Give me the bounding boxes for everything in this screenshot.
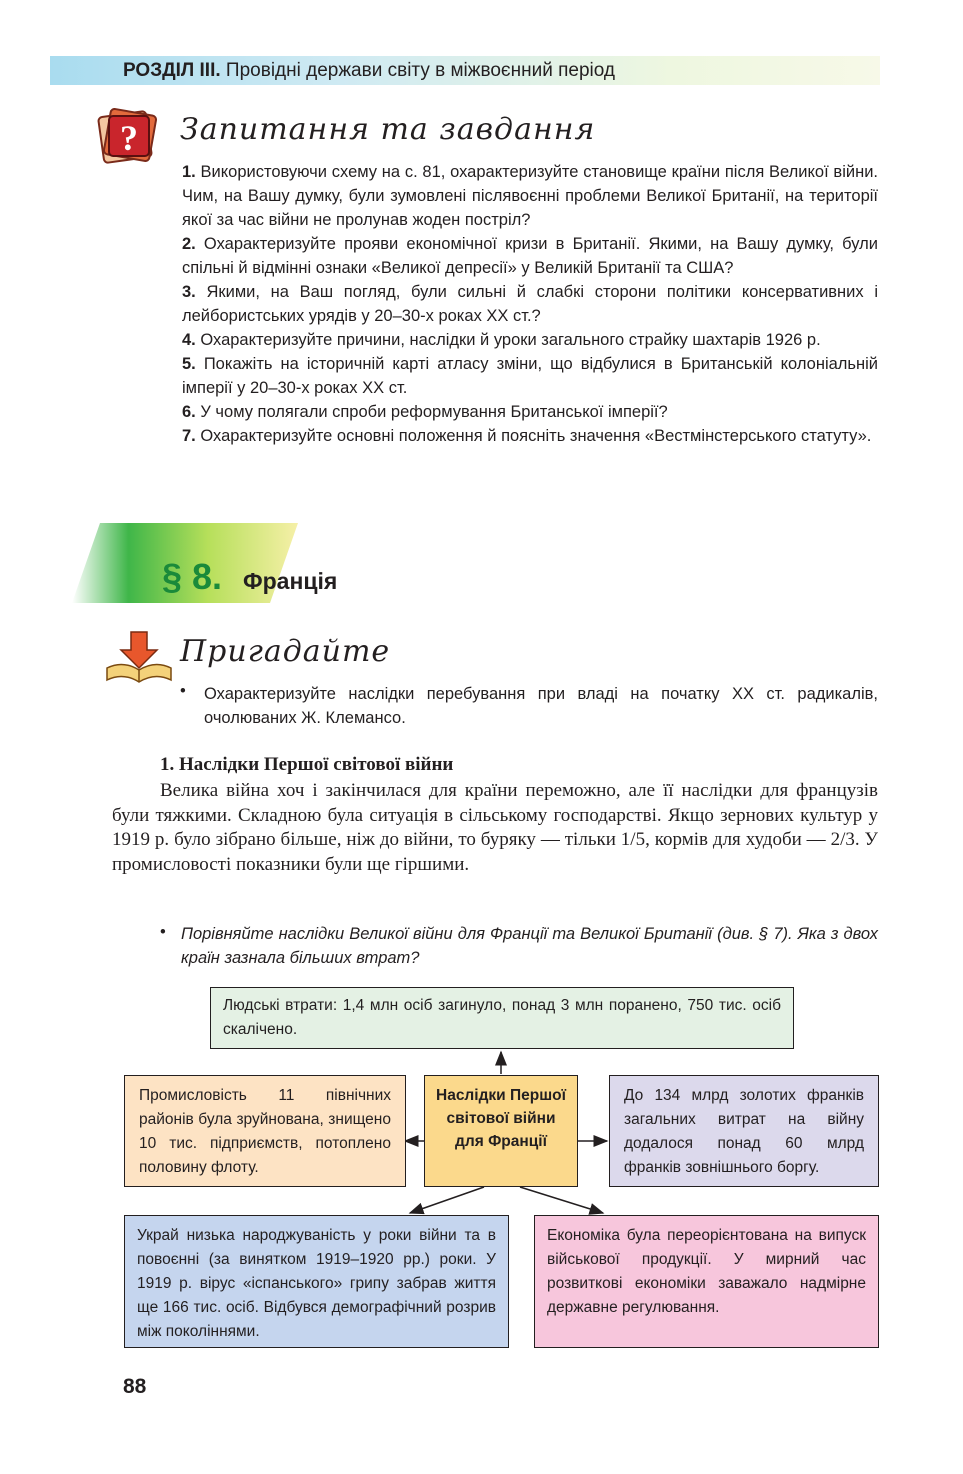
diagram-box-demography: Украй низька народжуваність у роки війни та в повоєнні (за винятком 1919–1920 рр.) роки. У 1919 р. вірус «іспанського» грипу забрав життя ще 166 тис. осіб. Відбувся демографічний розрив між поколіннями. (124, 1215, 509, 1348)
subsection-paragraph: Велика війна хоч і закінчилася для країни переможно, але її наслідки для французів були тяжкими. Складною була ситуація в сільському господарстві. Якщо зернових культур у 1919 р. було зібрано більше, ніж до війни, то буряку — тільки 1/5, кормів для худоби — 2/3. У промисловості показники були ще гіршими. (112, 780, 878, 875)
question-item: 1. Використовуючи схему на с. 81, охарактеризуйте становище країни після Великої війни. Чим, на Вашу думку, були зумовлені післявоєнні проблеми Великої Британії, на території якої за час війни не пролунав жоден постріл? (182, 163, 878, 229)
svg-text:?: ? (120, 118, 138, 158)
chapter-title: Провідні держави світу в міжвоєнний період (220, 60, 615, 81)
question-item: 2. Охарактеризуйте прояви економічної кризи в Британії. Якими, на Вашу думку, були спільні й відмінні ознаки «Великої депресії» у Великій Британії та США? (182, 235, 878, 277)
comparison-task: Порівняйте наслідки Великої війни для Франції та Великої Британії (див. § 7). Яка з двох країн зазнала більших втрат? (181, 925, 878, 967)
section-number: § 8. (162, 556, 223, 597)
subsection-heading: 1. Наслідки Першої світової війни (160, 754, 454, 775)
question-item: 4. Охарактеризуйте причини, наслідки й уроки загального страйку шахтарів 1926 р. (182, 331, 821, 349)
question-item: 6. У чому полягали спроби реформування Британської імперії? (182, 403, 668, 421)
question-item: 3. Якими, на Ваш погляд, були сильні й слабкі сторони політики консервативних і лейбористських урядів у 20–30-х роках XX ст.? (182, 283, 878, 325)
questions-heading: Запитання та завдання (180, 112, 596, 147)
section-title: Франція (243, 568, 338, 594)
recall-bullet: Охарактеризуйте наслідки перебування при владі на початку XX ст. радикалів, очолюваних Ж. Клемансо. (204, 685, 878, 727)
bullet-dot: • (160, 923, 166, 941)
question-item: 5. Покажіть на історичній карті атласу зміни, що відбулися в Британській колоніальній імперії у 20–30-х роках XX ст. (182, 355, 878, 397)
diagram-center-box: Наслідки Першої світової війни для Франції (424, 1075, 578, 1187)
question-item: 7. Охарактеризуйте основні положення й поясніть значення «Вестмінстерського статуту». (182, 427, 872, 445)
recall-heading: Пригадайте (180, 634, 391, 669)
diagram-box-finance: До 134 млрд золотих франків загальних витрат на війну додалося понад 60 млрд франків зовнішнього боргу. (609, 1075, 879, 1187)
diagram-box-industry: Промисловість 11 північних районів була зруйнована, знищено 10 тис. підприємств, потоплено половину флоту. (124, 1075, 406, 1187)
diagram-box-economy: Економіка була переорієнтована на випуск військової продукції. У мирний час розвиткові економіки заважало надмірне державне регулювання. (534, 1215, 879, 1348)
page-number: 88 (123, 1375, 147, 1398)
bullet-dot: • (180, 682, 186, 700)
chapter-label: РОЗДІЛ III. (123, 60, 221, 81)
diagram-box-human-losses: Людські втрати: 1,4 млн осіб загинуло, понад 3 млн поранено, 750 тис. осіб скалічено. (210, 987, 794, 1049)
